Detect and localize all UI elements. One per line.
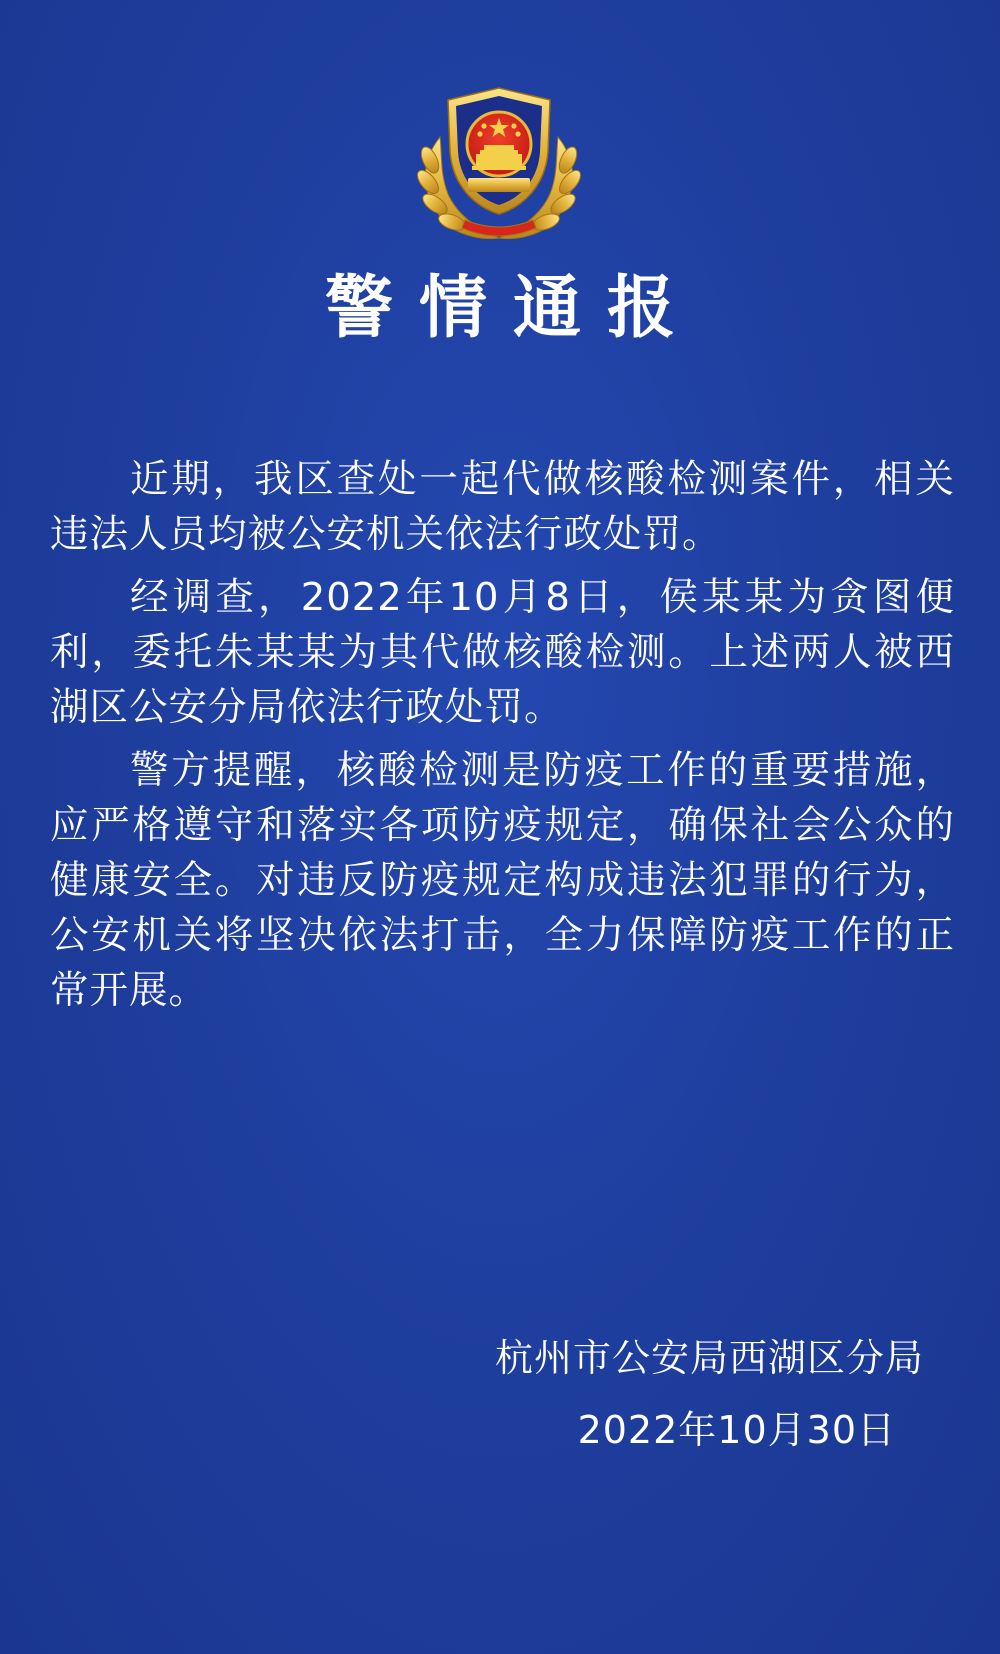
issuer-name: 杭州市公安局西湖区分局 xyxy=(494,1336,924,1380)
notice-paragraph: 近期，我区查处一起代做核酸检测案件，相关违法人员均被公安机关依法行政处罚。 xyxy=(50,457,955,557)
notice-body xyxy=(50,452,955,1026)
notice-paragraph: 经调查，2022年10月8日，侯某某为贪图便利，委托朱某某为其代做核酸检测。上述两人被西湖区公安分局依法行政处罚。 xyxy=(50,575,955,730)
police-emblem-icon xyxy=(410,82,588,247)
notice-title: 警情通报 xyxy=(324,269,701,348)
signature-block xyxy=(495,1328,924,1460)
issue-date: 2022年10月30日 xyxy=(577,1408,896,1452)
notice-paragraph: 警方提醒，核酸检测是防疫工作的重要措施，应严格遵守和落实各项防疫规定，确保社会公众的健康安全。对违反防疫规定构成违法犯罪的行为，公安机关将坚决依法打击，全力保障防疫工作的正常开展。 xyxy=(50,748,955,1013)
